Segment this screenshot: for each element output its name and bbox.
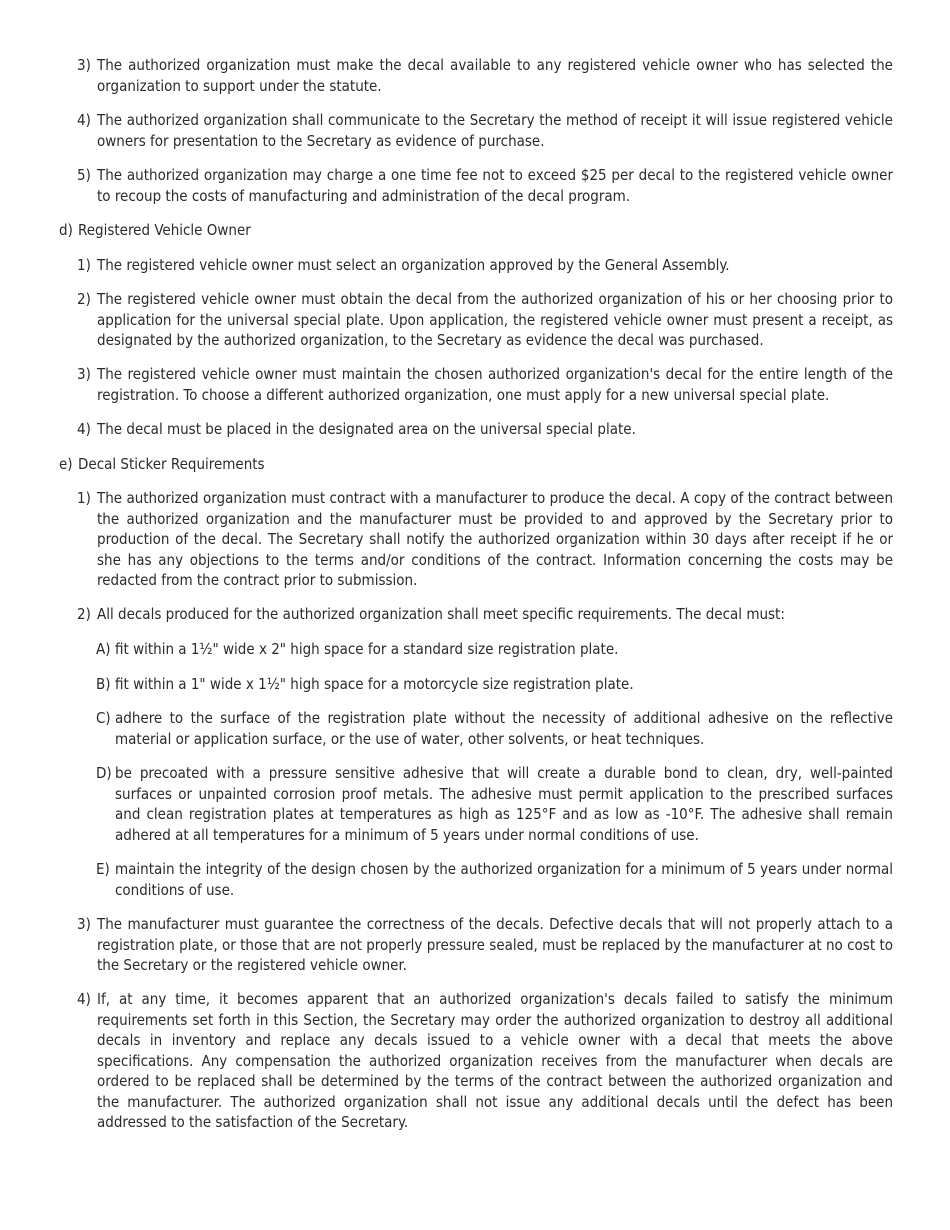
section-letter: d) [59,221,73,239]
item-text: be precoated with a pressure sensitive adhesive that will create a durable bond to clean, dry, well-painted surfaces or unpainted corrosion proof metals. The adhesive must permit application to the prescribed surfaces and clean registration plates at temperatures as high as 125°F and as low as -10°F. The adhesive shall remain adhered at all temperatures for a minimum of 5 years under normal conditions of use. [115,764,893,844]
item-text: All decals produced for the authorized organization shall meet specific requirements. The decal must: [97,605,785,623]
list-item [77,255,893,276]
item-letter: C) [96,709,111,727]
sub-list-item [96,763,893,845]
item-number: 4) [77,111,91,129]
item-number: 2) [77,605,91,623]
section-heading [59,220,893,241]
list-item [77,604,893,625]
sub-list-item [96,639,893,660]
section-title: Registered Vehicle Owner [78,221,251,239]
section-heading [59,454,893,475]
item-text: The authorized organization shall communicate to the Secretary the method of receipt it will issue registered vehicle owners for presentation to the Secretary as evidence of purchase. [97,111,893,150]
section-letter: e) [59,455,73,473]
item-text: The registered vehicle owner must maintain the chosen authorized organization's decal for the entire length of the registration. To choose a different authorized organization, one must apply for a new universal special plate. [97,365,893,404]
item-text: The authorized organization must contract with a manufacturer to produce the decal. A copy of the contract between the authorized organization and the manufacturer must be provided to and approved by the Secretary prior to production of the decal. The Secretary shall notify the authorized organization within 30 days after receipt if he or she has any objections to the terms and/or conditions of the contract. Information concerning the costs may be redacted from the contract prior to submission. [97,489,893,589]
item-number: 3) [77,915,91,933]
item-number: 3) [77,365,91,383]
list-item [77,914,893,976]
item-number: 5) [77,166,91,184]
item-number: 2) [77,290,91,308]
item-text: The decal must be placed in the designated area on the universal special plate. [97,420,636,438]
item-text: If, at any time, it becomes apparent that an authorized organization's decals failed to satisfy the minimum requirements set forth in this Section, the Secretary may order the authorized organization to destroy all additional decals in inventory and replace any decals issued to a vehicle owner with a decal that meets the above specifications. Any compensation the authorized organization receives from the manufacturer when decals are ordered to be replaced shall be determined by the terms of the contract between the authorized organization and the manufacturer. The authorized organization shall not issue any additional decals until the defect has been addressed to the satisfaction of the Secretary. [97,990,893,1131]
item-text: fit within a 1" wide x 1½" high space for a motorcycle size registration plate. [115,675,634,693]
list-item [77,419,893,440]
sub-list-item [96,674,893,695]
list-item [77,110,893,151]
item-letter: E) [96,860,110,878]
list-item [77,55,893,96]
item-text: adhere to the surface of the registration plate without the necessity of additional adhesive on the reflective material or application surface, or the use of water, other solvents, or heat techniques. [115,709,893,748]
item-letter: B) [96,675,111,693]
item-number: 4) [77,420,91,438]
list-item [77,289,893,351]
item-text: The authorized organization must make the decal available to any registered vehicle owner who has selected the organization to support under the statute. [97,56,893,95]
list-item [77,364,893,405]
item-letter: D) [96,764,112,782]
item-text: The authorized organization may charge a one time fee not to exceed $25 per decal to the registered vehicle owner to recoup the costs of manufacturing and administration of the decal program. [97,166,893,205]
sub-list-item [96,859,893,900]
item-letter: A) [96,640,111,658]
item-text: fit within a 1½" wide x 2" high space for a standard size registration plate. [115,640,619,658]
item-number: 1) [77,256,91,274]
list-item [77,989,893,1133]
list-item [77,165,893,206]
item-text: The manufacturer must guarantee the correctness of the decals. Defective decals that will not properly attach to a registration plate, or those that are not properly pressure sealed, must be replaced by the manufacturer at no cost to the Secretary or the registered vehicle owner. [97,915,893,974]
item-text: The registered vehicle owner must obtain the decal from the authorized organization of his or her choosing prior to application for the universal special plate. Upon application, the registered vehicle owner must present a receipt, as designated by the authorized organization, to the Secretary as evidence the decal was purchased. [97,290,893,349]
list-item [77,488,893,591]
item-number: 4) [77,990,91,1008]
item-number: 1) [77,489,91,507]
sub-list-item [96,708,893,749]
item-number: 3) [77,56,91,74]
section-title: Decal Sticker Requirements [78,455,265,473]
item-text: The registered vehicle owner must select an organization approved by the General Assembly. [97,256,730,274]
item-text: maintain the integrity of the design chosen by the authorized organization for a minimum of 5 years under normal conditions of use. [115,860,893,899]
